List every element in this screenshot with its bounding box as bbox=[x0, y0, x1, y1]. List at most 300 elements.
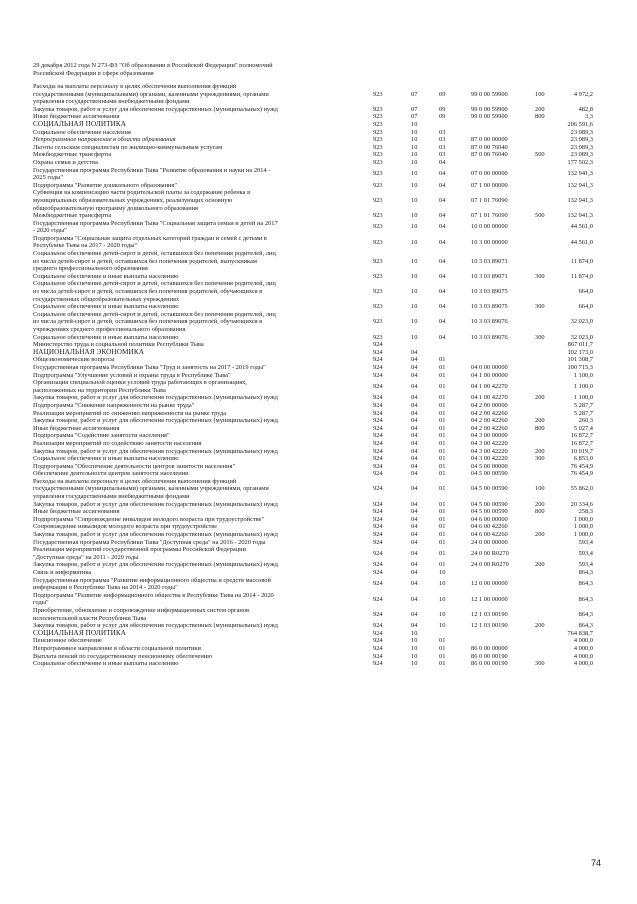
row-grbs: 924 bbox=[373, 401, 383, 409]
row-subsection: 01 bbox=[439, 356, 446, 364]
table-row bbox=[33, 311, 593, 334]
row-target-article: 12 0 00 00000 bbox=[471, 580, 508, 588]
row-target-article: 04 1 00 42270 bbox=[471, 382, 508, 390]
row-name-line: Реализация мероприятий по содействию занятости населения bbox=[33, 439, 202, 447]
table-row bbox=[33, 448, 593, 456]
row-target-article: 86 0 00 00000 bbox=[471, 644, 508, 652]
table-row bbox=[33, 364, 593, 372]
table-row bbox=[33, 516, 593, 524]
row-subsection: 01 bbox=[439, 447, 446, 455]
row-subsection: 01 bbox=[439, 531, 446, 539]
table-row bbox=[33, 478, 593, 501]
row-name bbox=[33, 250, 373, 273]
row-subsection: 01 bbox=[439, 652, 446, 660]
row-amount: 32 023,0 bbox=[570, 333, 593, 341]
row-target-article: 04 6 00 42260 bbox=[471, 531, 508, 539]
table-row bbox=[33, 379, 593, 394]
row-expense-type: 300 bbox=[535, 660, 545, 668]
row-name-line: Закупка товаров, работ и услуг для обеспечения государственных (муниципальных) нужд bbox=[33, 500, 278, 508]
row-name bbox=[33, 448, 373, 456]
row-target-article: 99 0 00 59900 bbox=[471, 90, 508, 98]
row-name-line: Подпрограмма "Развитие информационного общества в Республике Тыва на 2014 - 2020 bbox=[33, 591, 274, 599]
row-name-line: Закупка товаров, работ и услуг для обеспечения государственных (муниципальных) нужд bbox=[33, 531, 278, 539]
row-name-line: Социальное обеспечение и иные выплаты населению bbox=[33, 272, 179, 280]
row-amount: 102 173,0 bbox=[567, 348, 593, 356]
row-subsection: 09 bbox=[439, 113, 446, 121]
table-row bbox=[33, 630, 593, 638]
row-target-article: 24 0 00 00000 bbox=[471, 538, 508, 546]
row-name bbox=[33, 189, 373, 212]
row-subsection: 01 bbox=[439, 401, 446, 409]
row-name-line: Реализация мероприятий по снижению напряженности на рынке труда bbox=[33, 409, 227, 417]
row-name bbox=[33, 569, 373, 577]
row-amount: 5 287,7 bbox=[573, 409, 593, 417]
row-name bbox=[33, 311, 373, 334]
row-name bbox=[33, 501, 373, 509]
row-name bbox=[33, 539, 373, 547]
row-amount: 1 000,0 bbox=[573, 515, 593, 523]
row-grbs: 924 bbox=[373, 595, 383, 603]
row-name-line: Закупка товаров, работ и услуг для обеспечения государственных (муниципальных) нужд bbox=[33, 447, 278, 455]
row-name-line: Социальное обеспечение и иные выплаты населению bbox=[33, 455, 179, 463]
row-name-line: управления государственными внебюджетными фондами bbox=[33, 493, 190, 501]
row-section: 04 bbox=[411, 348, 418, 356]
row-name bbox=[33, 372, 373, 380]
row-grbs: 923 bbox=[373, 120, 383, 128]
row-amount: 132 941,3 bbox=[567, 181, 593, 189]
row-grbs: 924 bbox=[373, 531, 383, 539]
row-grbs: 924 bbox=[373, 644, 383, 652]
row-name-line: государственных общеобразовательных учреждениях bbox=[33, 295, 180, 303]
row-subsection: 01 bbox=[439, 382, 446, 390]
row-expense-type: 200 bbox=[535, 417, 545, 425]
row-name bbox=[33, 531, 373, 539]
row-grbs: 924 bbox=[373, 341, 383, 349]
row-subsection: 10 bbox=[439, 569, 446, 576]
row-target-article: 86 0 00 00190 bbox=[471, 660, 508, 668]
row-amount: 11 874,0 bbox=[570, 257, 593, 265]
row-amount: 593,4 bbox=[578, 538, 593, 546]
row-section: 10 bbox=[411, 196, 418, 204]
table-row bbox=[33, 569, 593, 577]
row-name-line: Социальное обеспечение населения bbox=[33, 128, 131, 136]
row-subsection: 01 bbox=[439, 462, 446, 470]
row-target-article: 04 3 00 42220 bbox=[471, 447, 508, 455]
row-expense-type: 300 bbox=[535, 303, 545, 311]
row-section: 04 bbox=[411, 401, 418, 409]
row-amount: 3,3 bbox=[585, 113, 593, 121]
row-amount: 482,8 bbox=[578, 105, 593, 113]
row-section: 04 bbox=[411, 356, 418, 364]
table-row bbox=[33, 607, 593, 622]
row-name bbox=[33, 577, 373, 592]
row-subsection: 01 bbox=[439, 523, 446, 531]
table-row bbox=[33, 144, 593, 152]
row-amount: 132 941,3 bbox=[567, 196, 593, 204]
row-target-article: 04 1 00 42270 bbox=[471, 394, 508, 402]
row-section: 04 bbox=[411, 363, 418, 371]
row-amount: 55 862,0 bbox=[570, 485, 593, 493]
row-name bbox=[33, 561, 373, 569]
row-section: 10 bbox=[411, 181, 418, 189]
table-row bbox=[33, 645, 593, 653]
row-expense-type: 200 bbox=[535, 561, 545, 569]
row-grbs: 923 bbox=[373, 90, 383, 98]
row-grbs: 924 bbox=[373, 470, 383, 478]
row-amount: 764 838,7 bbox=[567, 629, 593, 637]
table-row bbox=[33, 523, 593, 531]
row-amount: 864,3 bbox=[578, 580, 593, 588]
row-target-article: 04 2 00 42260 bbox=[471, 409, 508, 417]
row-amount: 206 591,6 bbox=[567, 120, 593, 128]
table-row bbox=[33, 546, 593, 561]
row-target-article: 04 5 00 00590 bbox=[471, 508, 508, 516]
row-expense-type: 100 bbox=[535, 485, 545, 493]
row-name-line: Расходы на выплаты персоналу в целях обеспечения выполнения функций bbox=[33, 477, 237, 485]
row-name bbox=[33, 455, 373, 463]
row-amount: 5 287,7 bbox=[573, 401, 593, 409]
table-row bbox=[33, 508, 593, 516]
row-expense-type: 300 bbox=[535, 333, 545, 341]
table-row bbox=[33, 561, 593, 569]
row-name-line: Государственная программа "Развитие информационного общества и средств массовой bbox=[33, 576, 271, 584]
row-grbs: 924 bbox=[373, 432, 383, 440]
row-name bbox=[33, 653, 373, 661]
row-grbs: 924 bbox=[373, 580, 383, 588]
row-section: 04 bbox=[411, 462, 418, 470]
row-amount: 593,4 bbox=[578, 550, 593, 558]
row-name-line: Подпрограмма "Развитие дошкольного образования" bbox=[33, 181, 177, 189]
row-target-article: 99 0 00 59900 bbox=[471, 105, 508, 113]
row-name bbox=[33, 592, 373, 607]
row-subsection: 01 bbox=[439, 485, 446, 493]
row-amount: 864,3 bbox=[578, 622, 593, 630]
row-amount: 593,4 bbox=[578, 561, 593, 569]
row-subsection: 01 bbox=[439, 455, 446, 463]
row-name-line: Межбюджетные трансферты bbox=[33, 212, 112, 220]
row-section: 10 bbox=[411, 333, 418, 341]
row-name-line: Охрана семьи и детства bbox=[33, 158, 98, 166]
intro-text bbox=[33, 62, 383, 77]
row-target-article: 12 1 03 00190 bbox=[471, 610, 508, 618]
row-name bbox=[33, 364, 373, 372]
row-section: 04 bbox=[411, 595, 418, 603]
row-target-article: 04 6 00 42260 bbox=[471, 523, 508, 531]
row-grbs: 923 bbox=[373, 272, 383, 280]
row-section: 04 bbox=[411, 432, 418, 440]
row-name bbox=[33, 167, 373, 182]
row-name-line: из числа детей-сирот и детей, оставшихся без попечения родителей, выпускникам bbox=[33, 257, 257, 265]
row-name bbox=[33, 144, 373, 152]
row-section: 10 bbox=[411, 212, 418, 220]
row-subsection: 01 bbox=[439, 470, 446, 478]
row-section: 10 bbox=[411, 158, 418, 166]
row-name bbox=[33, 136, 373, 144]
row-name-line: годы" bbox=[33, 599, 49, 607]
row-name-line: муниципальных образовательных учреждениях, реализующих основную bbox=[33, 196, 233, 204]
table-row bbox=[33, 356, 593, 364]
table-row bbox=[33, 220, 593, 235]
row-expense-type: 800 bbox=[535, 508, 545, 516]
row-grbs: 923 bbox=[373, 105, 383, 113]
row-grbs: 923 bbox=[373, 170, 383, 178]
row-name-line: Обеспечение деятельности центров занятости населения bbox=[33, 470, 189, 478]
row-section: 10 bbox=[411, 318, 418, 326]
row-amount: 6 853,0 bbox=[573, 455, 593, 463]
row-section: 10 bbox=[411, 151, 418, 159]
row-grbs: 923 bbox=[373, 181, 383, 189]
row-section: 04 bbox=[411, 515, 418, 523]
row-grbs: 923 bbox=[373, 333, 383, 341]
row-target-article: 10 3 03 89075 bbox=[471, 288, 508, 296]
row-target-article: 07 1 01 76090 bbox=[471, 212, 508, 220]
row-amount: 864,3 bbox=[578, 569, 593, 576]
table-row bbox=[33, 273, 593, 281]
row-subsection: 04 bbox=[439, 288, 446, 296]
table-row bbox=[33, 280, 593, 303]
row-subsection: 04 bbox=[439, 238, 446, 246]
table-row bbox=[33, 660, 593, 668]
row-section: 10 bbox=[411, 272, 418, 280]
row-section: 10 bbox=[411, 136, 418, 144]
row-grbs: 923 bbox=[373, 257, 383, 265]
row-expense-type: 100 bbox=[535, 90, 545, 98]
row-amount: 100 715,3 bbox=[567, 363, 593, 371]
budget-table bbox=[33, 83, 593, 668]
row-target-article: 07 0 00 00000 bbox=[471, 170, 508, 178]
row-target-article: 04 5 00 00590 bbox=[471, 470, 508, 478]
row-name bbox=[33, 410, 373, 418]
page-number: 74 bbox=[591, 858, 602, 868]
row-subsection: 10 bbox=[439, 622, 446, 630]
row-amount: 177 502,3 bbox=[567, 158, 593, 166]
row-section: 04 bbox=[411, 550, 418, 558]
row-section: 04 bbox=[411, 371, 418, 379]
row-target-article: 10 3 03 89071 bbox=[471, 257, 508, 265]
row-target-article: 04 3 00 42220 bbox=[471, 439, 508, 447]
row-amount: 864,3 bbox=[578, 595, 593, 603]
row-amount: 4 000,0 bbox=[573, 652, 593, 660]
row-subsection: 04 bbox=[439, 196, 446, 204]
row-subsection: 01 bbox=[439, 500, 446, 508]
row-name-line: из числа детей-сирот и детей, оставшихся без попечения родителей, обучающихся в bbox=[33, 288, 263, 296]
table-row bbox=[33, 83, 593, 106]
row-name-line: Министерство труда и социальной политики Республики Тыва bbox=[33, 341, 204, 349]
row-name-line: Непрограммное направление в области образования bbox=[33, 136, 176, 144]
row-grbs: 924 bbox=[373, 424, 383, 432]
row-name bbox=[33, 546, 373, 561]
row-name-line: среднего профессионального образования bbox=[33, 265, 148, 273]
table-row bbox=[33, 136, 593, 144]
row-name-line: информации в Республике Тыва на 2014 - 2020 годы" bbox=[33, 584, 178, 592]
row-section: 10 bbox=[411, 644, 418, 652]
table-row bbox=[33, 410, 593, 418]
row-grbs: 924 bbox=[373, 610, 383, 618]
row-subsection: 03 bbox=[439, 128, 446, 136]
row-name bbox=[33, 280, 373, 303]
row-grbs: 923 bbox=[373, 303, 383, 311]
row-name bbox=[33, 235, 373, 250]
row-amount: 132 941,3 bbox=[567, 212, 593, 220]
row-name bbox=[33, 356, 373, 364]
row-name bbox=[33, 645, 373, 653]
row-subsection: 09 bbox=[439, 105, 446, 113]
row-name-line: расположенных на территории Республики Тыва bbox=[33, 386, 166, 394]
table-row bbox=[33, 121, 593, 129]
row-subsection: 03 bbox=[439, 136, 446, 144]
row-target-article: 04 2 00 42260 bbox=[471, 417, 508, 425]
row-section: 10 bbox=[411, 223, 418, 231]
row-section: 10 bbox=[411, 637, 418, 645]
row-name bbox=[33, 637, 373, 645]
row-name bbox=[33, 478, 373, 501]
row-name bbox=[33, 516, 373, 524]
row-amount: 23 089,3 bbox=[570, 136, 593, 144]
row-amount: 260,3 bbox=[578, 417, 593, 425]
row-target-article: 12 1 00 00000 bbox=[471, 595, 508, 603]
row-grbs: 924 bbox=[373, 500, 383, 508]
row-name bbox=[33, 129, 373, 137]
row-target-article: 04 6 00 00000 bbox=[471, 515, 508, 523]
row-name bbox=[33, 83, 373, 106]
row-name-line: Социальное обеспечение детей-сирот и детей, оставшихся без попечения родителей, лиц bbox=[33, 310, 276, 318]
row-section: 10 bbox=[411, 143, 418, 151]
row-subsection: 01 bbox=[439, 424, 446, 432]
table-row bbox=[33, 159, 593, 167]
row-name-line: Сопровождение инвалидов молодого возраста при трудоустройстве bbox=[33, 523, 218, 531]
row-grbs: 924 bbox=[373, 569, 383, 576]
row-section: 04 bbox=[411, 439, 418, 447]
row-grbs: 923 bbox=[373, 113, 383, 121]
row-grbs: 923 bbox=[373, 223, 383, 231]
row-amount: 5 027,4 bbox=[573, 424, 593, 432]
row-section: 04 bbox=[411, 500, 418, 508]
row-section: 04 bbox=[411, 569, 418, 576]
row-grbs: 923 bbox=[373, 318, 383, 326]
row-name bbox=[33, 417, 373, 425]
row-grbs: 924 bbox=[373, 508, 383, 516]
row-target-article: 04 2 00 42260 bbox=[471, 424, 508, 432]
row-grbs: 924 bbox=[373, 485, 383, 493]
row-name-line: Социальное обеспечение и иные выплаты населению bbox=[33, 333, 179, 341]
row-subsection: 01 bbox=[439, 394, 446, 402]
row-subsection: 04 bbox=[439, 212, 446, 220]
row-amount: 864,3 bbox=[578, 610, 593, 618]
row-subsection: 01 bbox=[439, 561, 446, 569]
row-name bbox=[33, 182, 373, 190]
row-amount: 4 000,0 bbox=[573, 660, 593, 668]
table-row bbox=[33, 182, 593, 190]
row-grbs: 924 bbox=[373, 439, 383, 447]
row-target-article: 04 3 00 00000 bbox=[471, 432, 508, 440]
row-expense-type: 800 bbox=[535, 113, 545, 121]
row-expense-type: 200 bbox=[535, 105, 545, 113]
row-section: 10 bbox=[411, 303, 418, 311]
row-section: 10 bbox=[411, 652, 418, 660]
row-section: 04 bbox=[411, 470, 418, 478]
row-name-line: из числа детей-сирот и детей, оставшихся без попечения родителей, обучающихся в bbox=[33, 318, 263, 326]
row-name-line: СОЦИАЛЬНАЯ ПОЛИТИКА bbox=[33, 119, 127, 128]
row-name bbox=[33, 402, 373, 410]
row-expense-type: 300 bbox=[535, 272, 545, 280]
row-name-line: Иные бюджетные ассигнования bbox=[33, 113, 120, 121]
table-row bbox=[33, 470, 593, 478]
table-row bbox=[33, 592, 593, 607]
row-subsection: 01 bbox=[439, 515, 446, 523]
row-target-article: 10 3 03 89075 bbox=[471, 303, 508, 311]
row-subsection: 01 bbox=[439, 538, 446, 546]
row-subsection: 01 bbox=[439, 660, 446, 668]
row-section: 04 bbox=[411, 561, 418, 569]
row-grbs: 924 bbox=[373, 409, 383, 417]
row-name-line: Непрограммное направление в области социальной политики bbox=[33, 644, 201, 652]
row-section: 04 bbox=[411, 382, 418, 390]
row-section: 04 bbox=[411, 580, 418, 588]
row-section: 04 bbox=[411, 610, 418, 618]
table-row bbox=[33, 455, 593, 463]
row-expense-type: 200 bbox=[535, 394, 545, 402]
row-subsection: 04 bbox=[439, 318, 446, 326]
row-grbs: 923 bbox=[373, 238, 383, 246]
row-expense-type: 200 bbox=[535, 622, 545, 630]
row-name-line: "Доступная среда" на 2011 - 2020 годы bbox=[33, 553, 139, 561]
row-name bbox=[33, 432, 373, 440]
row-expense-type: 800 bbox=[535, 424, 545, 432]
row-section: 10 bbox=[411, 257, 418, 265]
row-name-line: Подпрограмма "Обеспечение деятельности центров занятости населения" bbox=[33, 462, 236, 470]
row-subsection: 04 bbox=[439, 181, 446, 189]
row-name-line: Закупка товаров, работ и услуг для обеспечения государственных (муниципальных) нужд bbox=[33, 417, 278, 425]
row-amount: 10 019,7 bbox=[570, 447, 593, 455]
row-subsection: 01 bbox=[439, 637, 446, 645]
row-grbs: 924 bbox=[373, 660, 383, 668]
row-target-article: 10 3 03 89076 bbox=[471, 318, 508, 326]
row-name-line: Социальное обеспечение детей-сирот и детей, оставшихся без попечения родителей, лиц bbox=[33, 280, 276, 288]
row-expense-type: 500 bbox=[535, 212, 545, 220]
row-grbs: 924 bbox=[373, 561, 383, 569]
row-name bbox=[33, 630, 373, 638]
table-row bbox=[33, 303, 593, 311]
table-row bbox=[33, 394, 593, 402]
row-amount: 101 308,7 bbox=[567, 356, 593, 364]
table-row bbox=[33, 250, 593, 273]
row-amount: 1 100,0 bbox=[573, 394, 593, 402]
row-subsection: 10 bbox=[439, 610, 446, 618]
row-name bbox=[33, 379, 373, 394]
row-name-line: Выплата пенсий по государственному пенсионному обеспечению bbox=[33, 652, 212, 660]
row-name-line: Государственная программа Республики Тыва "Социальная защита семьи и детей на 2017 bbox=[33, 219, 278, 227]
row-name-line: управления государственными внебюджетными фондами bbox=[33, 98, 190, 106]
table-row bbox=[33, 151, 593, 159]
row-amount: 44 561,0 bbox=[570, 238, 593, 246]
row-name-line: Закупка товаров, работ и услуг для обеспечения государственных (муниципальных) нужд bbox=[33, 105, 278, 113]
table-row bbox=[33, 432, 593, 440]
row-expense-type: 300 bbox=[535, 455, 545, 463]
row-target-article: 87 0 00 76040 bbox=[471, 151, 508, 159]
row-subsection: 04 bbox=[439, 333, 446, 341]
row-section: 04 bbox=[411, 424, 418, 432]
row-name bbox=[33, 303, 373, 311]
row-section: 04 bbox=[411, 455, 418, 463]
row-name-line: СОЦИАЛЬНАЯ ПОЛИТИКА bbox=[33, 628, 127, 637]
row-subsection: 01 bbox=[439, 550, 446, 558]
row-target-article: 04 2 00 00000 bbox=[471, 401, 508, 409]
table-row bbox=[33, 653, 593, 661]
row-subsection: 03 bbox=[439, 143, 446, 151]
row-subsection: 01 bbox=[439, 432, 446, 440]
row-section: 10 bbox=[411, 128, 418, 136]
row-section: 04 bbox=[411, 417, 418, 425]
